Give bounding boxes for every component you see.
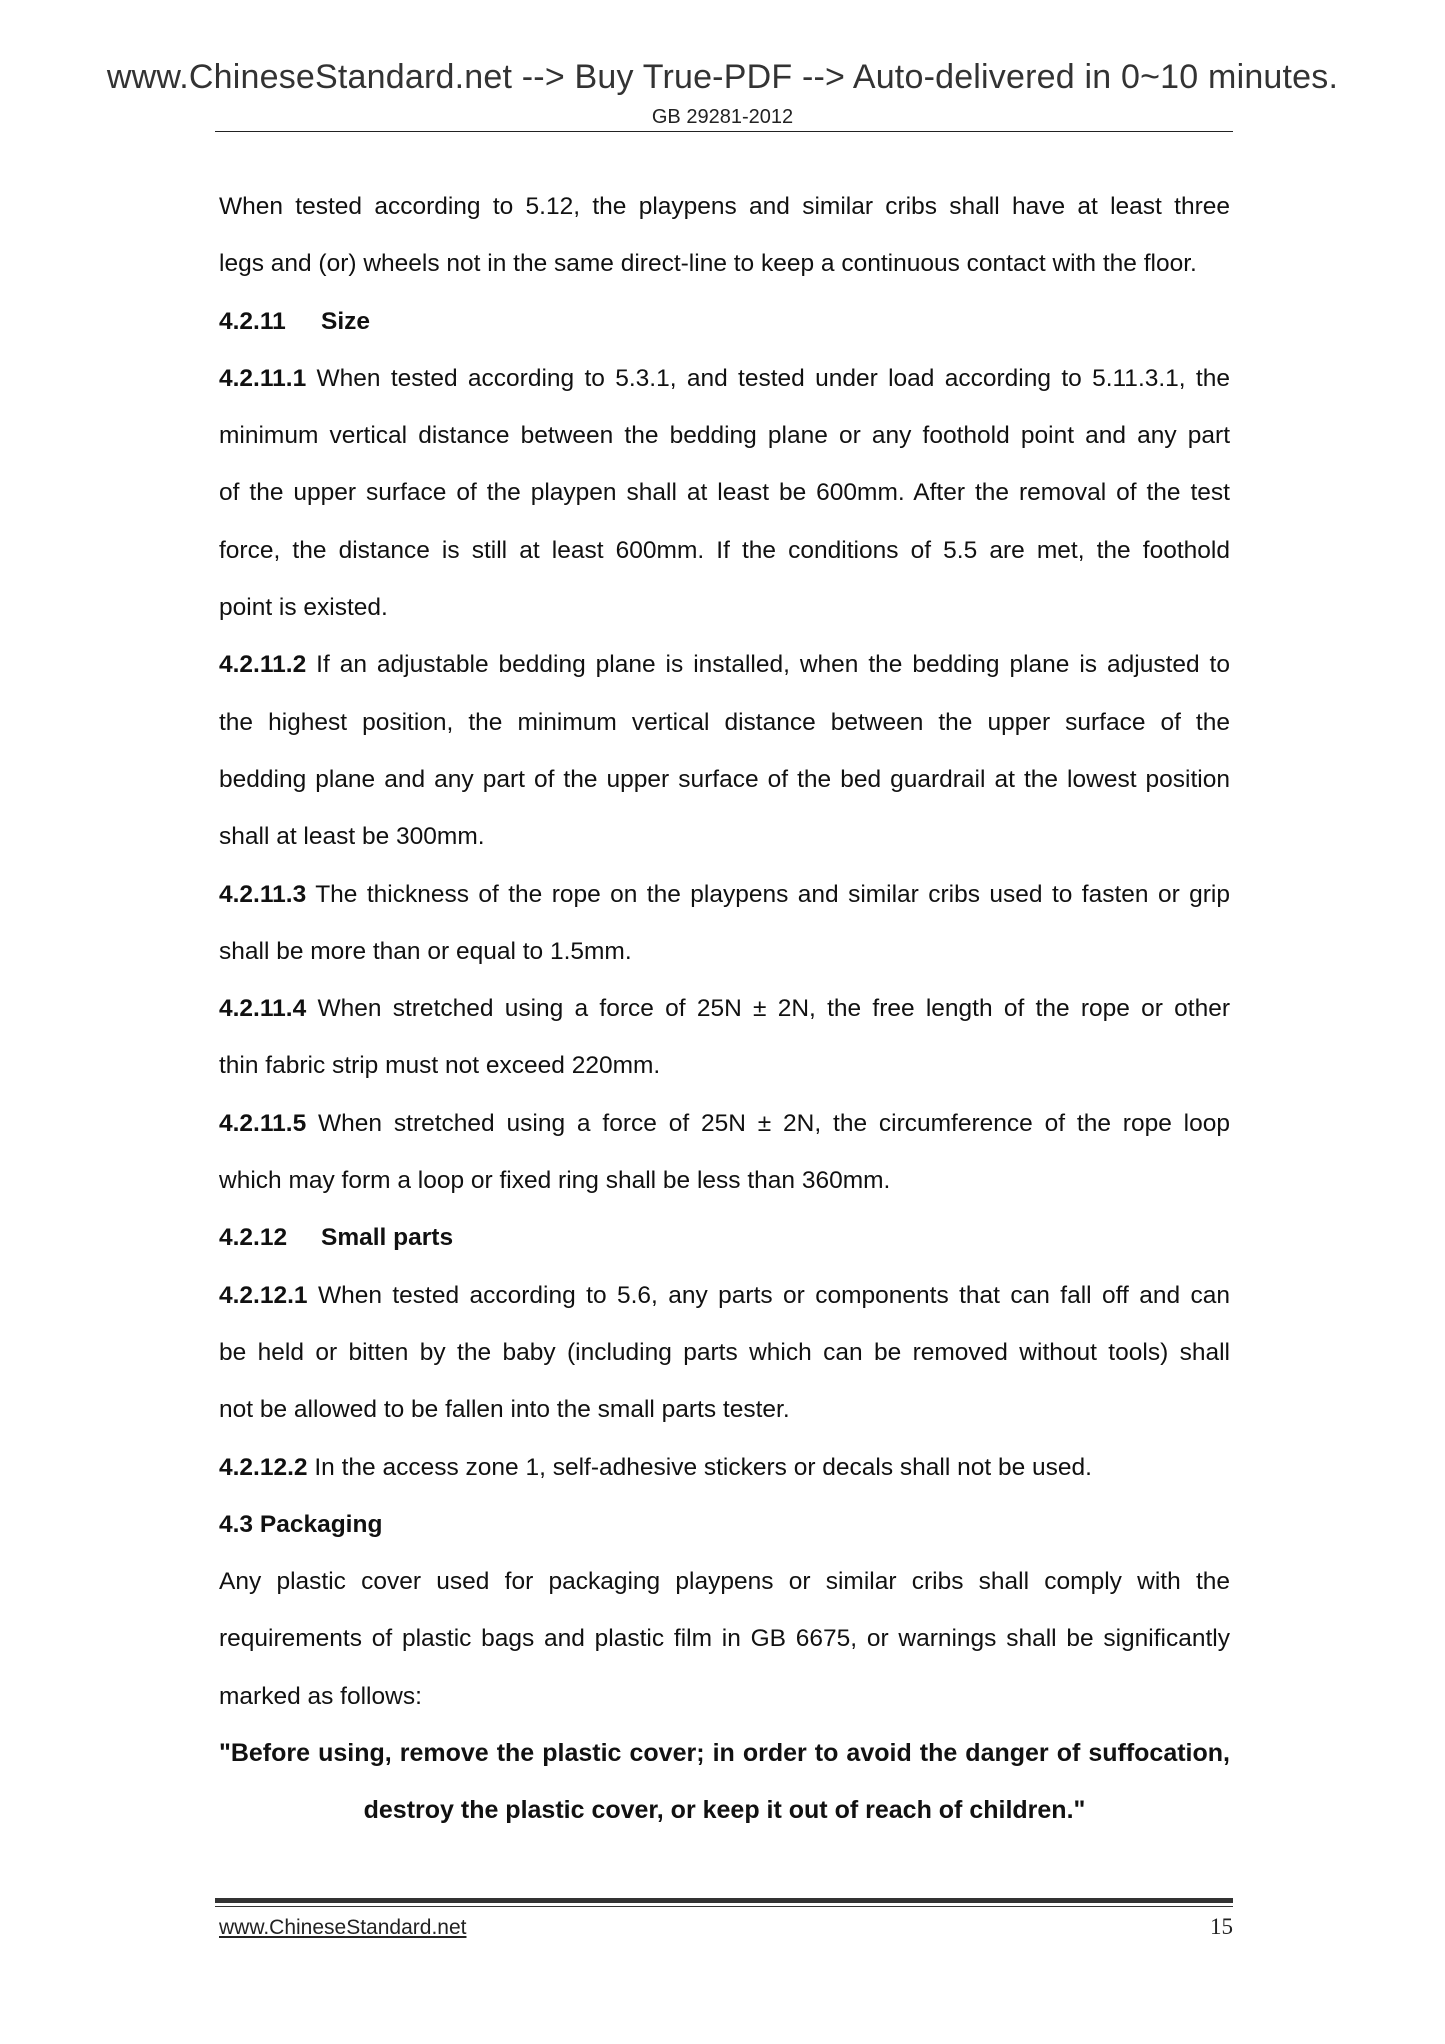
clause-4-2-12-2 xyxy=(219,1439,1230,1496)
clause-line: shall at least be 300mm. xyxy=(219,823,485,851)
clause-line: thin fabric strip must not exceed 220mm. xyxy=(219,1052,661,1080)
clause-number: 4.2.12.1 xyxy=(219,1281,308,1309)
intro-line: legs and (or) wheels not in the same direct-line to keep a continuous contact with the floor. xyxy=(219,250,1197,278)
warning-quote-line: destroy the plastic cover, or keep it out of reach of children." xyxy=(363,1796,1086,1825)
packaging-line: Any plastic cover used for packaging playpens or similar cribs shall comply with the xyxy=(219,1568,1230,1596)
clause-text: The thickness of the rope on the playpens and similar cribs used to fasten or grip xyxy=(315,880,1230,908)
clause-text: In the access zone 1, self-adhesive stickers or decals shall not be used. xyxy=(314,1453,1092,1481)
clause-text: When stretched using a force of 25N ± 2N, the circumference of the rope loop xyxy=(318,1109,1230,1137)
clause-line: bedding plane and any part of the upper surface of the bed guardrail at the lowest position xyxy=(219,765,1230,793)
footer-rule-thin xyxy=(215,1906,1233,1907)
clause-line: point is existed. xyxy=(219,594,388,622)
clause-number: 4.2.11.5 xyxy=(219,1109,307,1137)
clause-number: 4.2.12.2 xyxy=(219,1453,308,1481)
clause-number: 4.2.11.3 xyxy=(219,880,307,908)
clause-number: 4.2.11.1 xyxy=(219,364,307,392)
clause-number: 4.2.11.2 xyxy=(219,651,307,679)
clause-line: of the upper surface of the playpen shall at least be 600mm. After the removal of the test xyxy=(219,479,1230,507)
clause-line: shall be more than or equal to 1.5mm. xyxy=(219,937,632,965)
clause-4-2-11-1 xyxy=(219,350,1230,407)
section-title: Size xyxy=(321,307,371,335)
clause-4-2-11-3 xyxy=(219,866,1230,923)
page-number: 15 xyxy=(1210,1914,1233,1939)
warning-quote-line: "Before using, remove the plastic cover; in order to avoid the danger of suffocation, xyxy=(219,1739,1230,1768)
clause-text: If an adjustable bedding plane is installed, when the bedding plane is adjusted to xyxy=(316,651,1230,679)
footer-site-link[interactable]: www.ChineseStandard.net xyxy=(219,1916,467,1939)
clause-line: force, the distance is still at least 600mm. If the conditions of 5.5 are met, the foothold xyxy=(219,536,1230,564)
section-heading-4-2-11 xyxy=(219,293,1230,350)
top-banner: www.ChineseStandard.net --> Buy True-PDF --> Auto-delivered in 0~10 minutes. xyxy=(106,58,1339,96)
section-number: 4.2.12 xyxy=(219,1224,288,1252)
clause-4-2-12-1 xyxy=(219,1267,1230,1324)
standard-code: GB 29281-2012 xyxy=(651,106,794,128)
footer-rule-thick xyxy=(215,1898,1233,1903)
clause-line: minimum vertical distance between the bedding plane or any foothold point and any part xyxy=(219,422,1230,450)
clause-line: be held or bitten by the baby (including parts which can be removed without tools) shall xyxy=(219,1338,1230,1366)
section-heading-4-2-12 xyxy=(219,1209,1230,1266)
clause-text: When tested according to 5.3.1, and tested under load according to 5.11.3.1, the xyxy=(316,364,1230,392)
clause-line: not be allowed to be fallen into the small parts tester. xyxy=(219,1396,790,1424)
header-rule xyxy=(215,131,1233,132)
clause-text: When tested according to 5.6, any parts or components that can fall off and can xyxy=(317,1281,1230,1309)
page-content xyxy=(219,178,1230,1840)
clause-4-2-11-2 xyxy=(219,636,1230,693)
clause-line: which may form a loop or fixed ring shall be less than 360mm. xyxy=(219,1167,891,1195)
section-number: 4.2.11 xyxy=(219,307,286,335)
clause-4-2-11-5 xyxy=(219,1095,1230,1152)
clause-4-2-11-4 xyxy=(219,980,1230,1037)
clause-number: 4.2.11.4 xyxy=(219,995,307,1023)
clause-text: When stretched using a force of 25N ± 2N, the free length of the rope or other xyxy=(317,995,1230,1023)
packaging-line: requirements of plastic bags and plastic film in GB 6675, or warnings shall be significantly xyxy=(219,1625,1230,1653)
section-title: Small parts xyxy=(321,1224,454,1252)
intro-line: When tested according to 5.12, the playpens and similar cribs shall have at least three xyxy=(219,193,1230,220)
packaging-line: marked as follows: xyxy=(219,1682,422,1710)
section-heading-4-3: 4.3 Packaging xyxy=(219,1510,383,1538)
clause-line: the highest position, the minimum vertical distance between the upper surface of the xyxy=(219,708,1230,736)
